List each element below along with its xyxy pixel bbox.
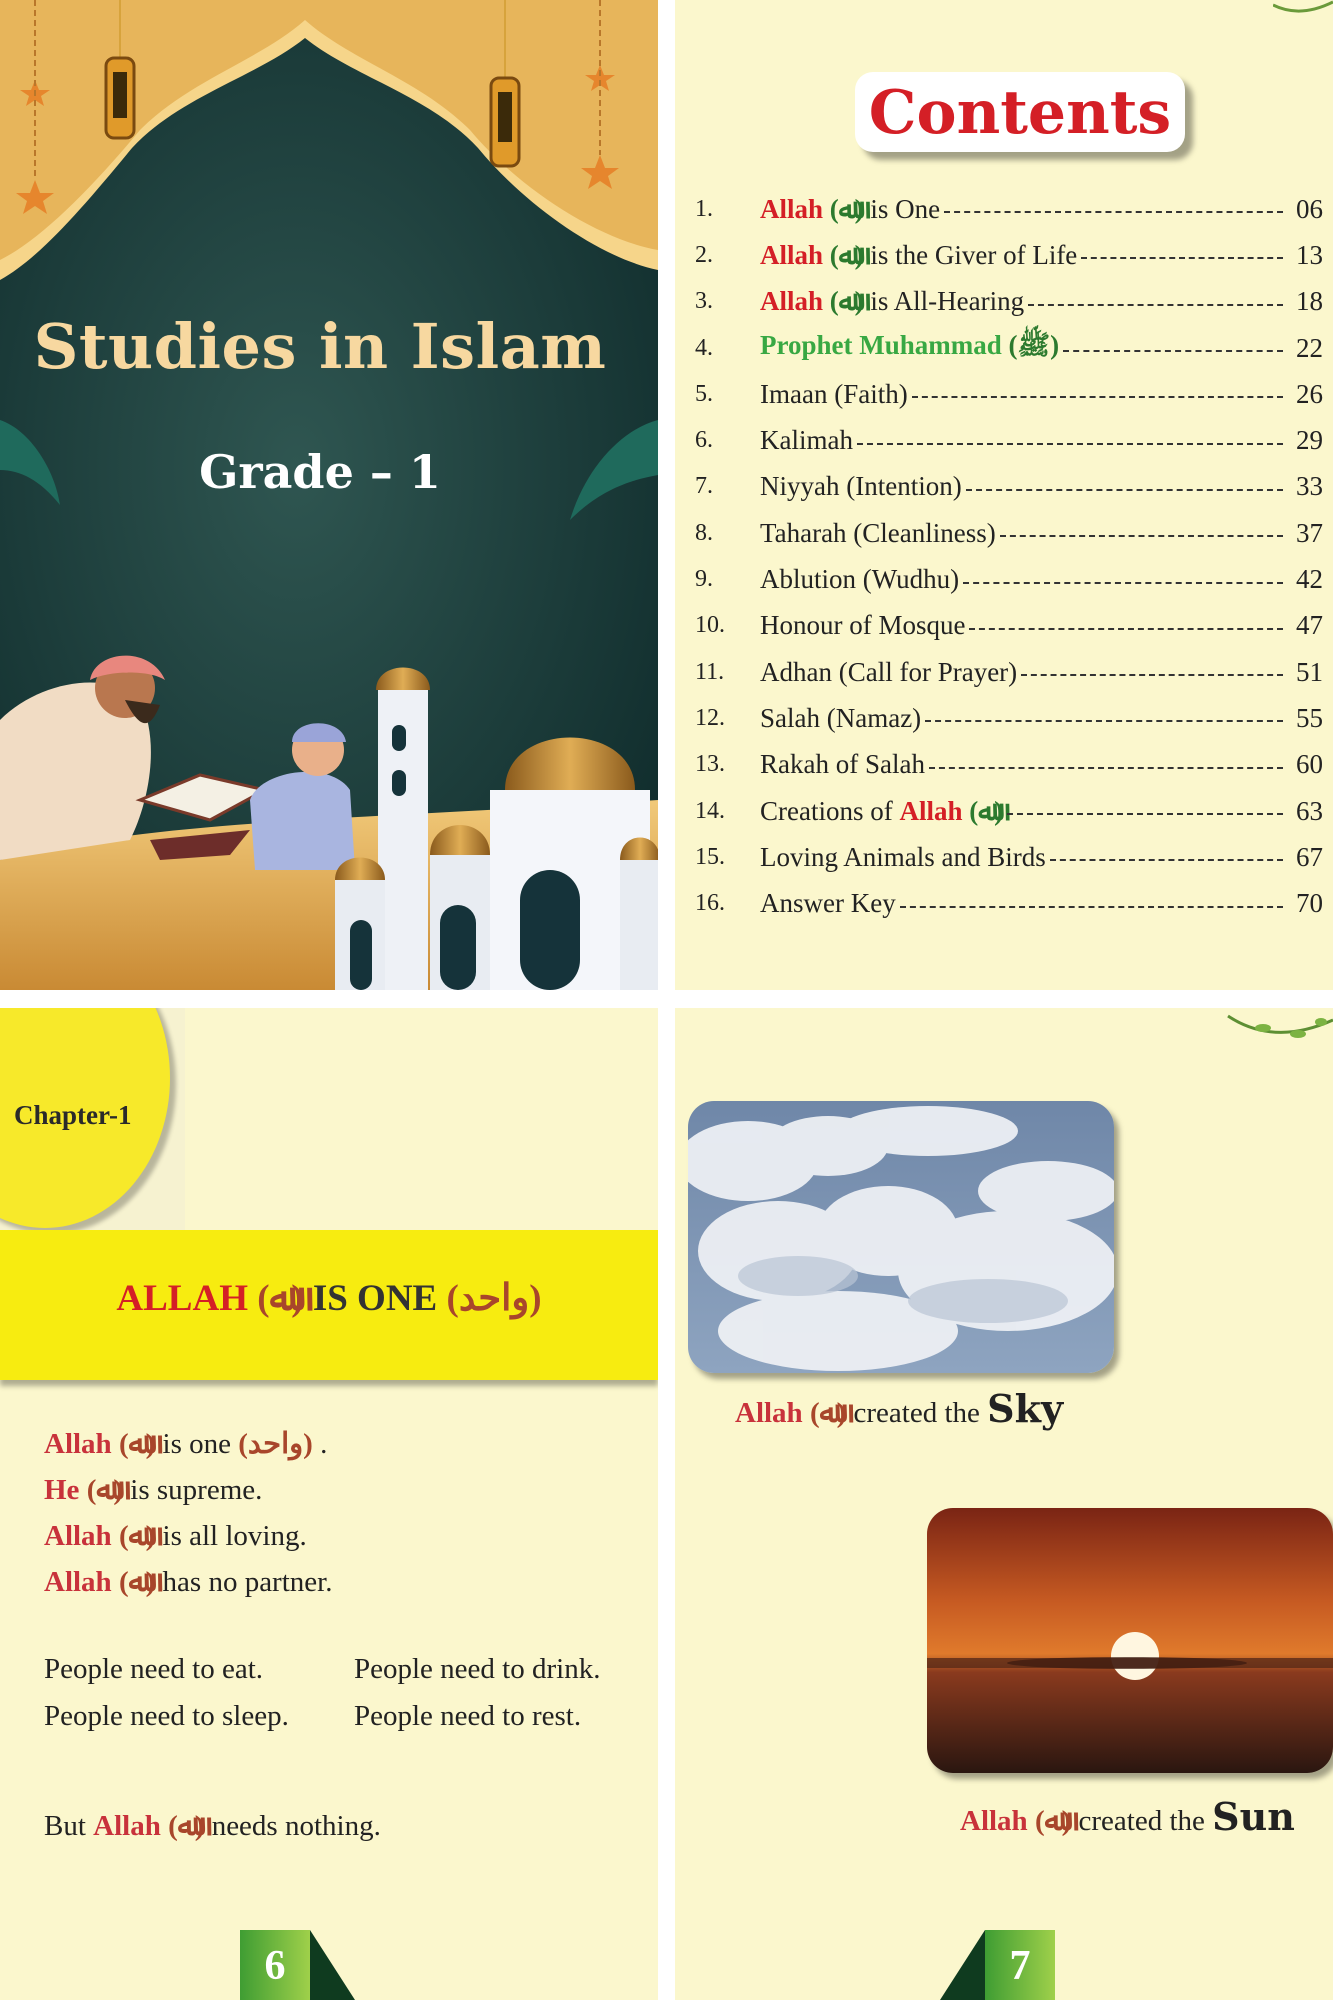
chapter-title-blessing: (ﷲ) xyxy=(257,1278,304,1319)
statement-blessing: (ﷲ) xyxy=(86,1474,124,1506)
toc-item-text: Honour of Mosque xyxy=(760,610,966,641)
toc-item-title xyxy=(760,471,962,502)
contents-heading: Contents xyxy=(868,78,1172,148)
toc-item xyxy=(695,371,1323,417)
toc-item-title xyxy=(760,796,1003,827)
toc-item-number: 3. xyxy=(695,288,713,315)
grade-label: Grade – 1 xyxy=(199,445,441,499)
page-number: 7 xyxy=(1009,1943,1031,1989)
page-number-tab xyxy=(240,1930,310,2000)
toc-item-text: Kalimah xyxy=(760,425,853,456)
table-of-contents xyxy=(695,186,1323,927)
toc-leader-dashes xyxy=(963,582,1283,584)
toc-item-highlight: Allah xyxy=(899,795,963,826)
toc-leader-dashes xyxy=(944,211,1283,213)
toc-leader-dashes xyxy=(1063,350,1283,352)
toc-leader-dashes xyxy=(1000,535,1283,537)
toc-item-text: Salah (Namaz) xyxy=(760,702,922,733)
page-number: 6 xyxy=(264,1943,286,1989)
toc-item-number: 5. xyxy=(695,380,713,407)
toc-item xyxy=(695,742,1323,788)
toc-item xyxy=(695,880,1323,926)
toc-item-page: 22 xyxy=(1296,332,1323,363)
statement-name: Allah xyxy=(44,1428,112,1460)
caption-name: Allah xyxy=(960,1805,1028,1837)
chapter-title-allah: ALLAH xyxy=(116,1278,248,1319)
toc-item-suffix: is the Giver of Life xyxy=(863,239,1078,270)
toc-item-title xyxy=(760,564,959,595)
needs-item: People need to sleep. xyxy=(44,1700,289,1732)
toc-item-text: Niyyah (Intention) xyxy=(760,471,962,502)
toc-item-highlight: Allah xyxy=(760,193,824,224)
toc-leader-dashes xyxy=(969,628,1283,630)
statement-blessing: (ﷲ) xyxy=(118,1428,156,1460)
vine-decoration-icon xyxy=(1223,1008,1333,1048)
toc-item-page: 55 xyxy=(1296,702,1323,733)
toc-item-text: Adhan (Call for Prayer) xyxy=(760,656,1018,687)
toc-item xyxy=(695,649,1323,695)
statement-text: is all loving. xyxy=(155,1520,307,1552)
toc-item xyxy=(695,510,1323,556)
chapter-title-text: IS ONE xyxy=(312,1278,447,1319)
toc-item-number: 9. xyxy=(695,566,713,593)
statement-blessing: (ﷲ) xyxy=(118,1520,156,1552)
toc-item-highlight: Allah xyxy=(760,239,824,270)
toc-item-page: 13 xyxy=(1296,239,1323,270)
statement-name: Allah xyxy=(44,1520,112,1552)
statement-arabic: (واحد) xyxy=(238,1428,313,1460)
toc-item-text: Taharah (Cleanliness) xyxy=(760,517,996,548)
vine-decoration-icon xyxy=(1273,0,1333,20)
toc-leader-dashes xyxy=(857,443,1283,445)
toc-item-title xyxy=(760,240,1077,271)
toc-item-text: Creations of xyxy=(760,795,900,826)
statement-line xyxy=(44,1467,332,1513)
toc-item-number: 4. xyxy=(695,334,713,361)
statement-blessing: (ﷲ) xyxy=(118,1566,156,1598)
toc-item-page: 29 xyxy=(1296,425,1323,456)
toc-item xyxy=(695,603,1323,649)
toc-leader-dashes xyxy=(929,767,1283,769)
needs-item: People need to rest. xyxy=(354,1700,582,1732)
needs-item: People need to eat. xyxy=(44,1653,264,1685)
toc-item xyxy=(695,464,1323,510)
conclusion-blessing: (ﷲ) xyxy=(168,1810,205,1842)
toc-leader-dashes xyxy=(912,396,1283,398)
statement-text: is supreme. xyxy=(123,1474,263,1506)
toc-item-suffix: is One xyxy=(863,193,941,224)
toc-item-page: 47 xyxy=(1296,610,1323,641)
toc-item-number: 12. xyxy=(695,704,725,731)
chapter-title-band xyxy=(0,1230,658,1380)
sky-caption xyxy=(735,1386,1063,1431)
caption-object: Sun xyxy=(1212,1794,1295,1839)
caption-object: Sky xyxy=(987,1386,1064,1431)
needs-item: People need to drink. xyxy=(354,1653,601,1685)
toc-leader-dashes xyxy=(1007,813,1283,815)
page-corner-fold-icon xyxy=(935,1930,985,2000)
sun-caption xyxy=(960,1794,1295,1839)
toc-leader-dashes xyxy=(900,906,1283,908)
statement-text: has no partner. xyxy=(155,1566,333,1598)
toc-item-number: 16. xyxy=(695,890,725,917)
toc-item-number: 15. xyxy=(695,843,725,870)
toc-item-title xyxy=(760,610,965,641)
conclusion-text: needs nothing. xyxy=(204,1810,381,1842)
toc-item-text: Loving Animals and Birds xyxy=(760,841,1046,872)
toc-item-title xyxy=(760,749,925,780)
toc-item-text: Ablution (Wudhu) xyxy=(760,564,960,595)
statement-name: Allah xyxy=(44,1566,112,1598)
toc-item-page: 26 xyxy=(1296,378,1323,409)
toc-item-number: 8. xyxy=(695,519,713,546)
toc-leader-dashes xyxy=(1028,304,1283,306)
toc-item-number: 7. xyxy=(695,473,713,500)
toc-item-title xyxy=(760,518,996,549)
statement-line xyxy=(44,1513,332,1559)
conclusion-name: Allah xyxy=(93,1810,161,1842)
toc-item xyxy=(695,788,1323,834)
needs-grid xyxy=(44,1646,654,1740)
toc-item-page: 63 xyxy=(1296,795,1323,826)
toc-item xyxy=(695,834,1323,880)
conclusion-pre: But xyxy=(44,1810,94,1842)
toc-item-title xyxy=(760,194,940,225)
toc-item-blessing: (ﷲ) xyxy=(969,795,1004,826)
toc-item-highlight: Prophet Muhammad xyxy=(760,330,1002,361)
conclusion-line xyxy=(44,1808,381,1843)
toc-item-number: 6. xyxy=(695,427,713,454)
toc-item-number: 13. xyxy=(695,751,725,778)
toc-item-blessing: (ﷲ) xyxy=(829,193,864,224)
toc-item-text: Rakah of Salah xyxy=(760,749,925,780)
toc-leader-dashes xyxy=(925,720,1283,722)
toc-item-number: 1. xyxy=(695,195,713,222)
statement-name: He xyxy=(44,1474,80,1506)
chapter-statements xyxy=(44,1421,332,1605)
toc-item-page: 37 xyxy=(1296,517,1323,548)
chapter-title xyxy=(0,1276,658,1320)
sky-photo xyxy=(688,1101,1114,1373)
toc-leader-dashes xyxy=(1021,674,1283,676)
caption-blessing: (ﷲ) xyxy=(1034,1805,1072,1837)
toc-item-page: 18 xyxy=(1296,286,1323,317)
toc-leader-dashes xyxy=(966,489,1283,491)
toc-item xyxy=(695,695,1323,741)
chapter-page xyxy=(0,1008,658,2000)
toc-item-title xyxy=(760,425,853,456)
caption-blessing: (ﷲ) xyxy=(809,1397,847,1429)
statement-line xyxy=(44,1421,332,1467)
toc-item-number: 14. xyxy=(695,797,725,824)
toc-item-text: Answer Key xyxy=(760,888,896,919)
toc-item-title xyxy=(760,842,1046,873)
creations-page xyxy=(675,1008,1333,2000)
toc-item-page: 67 xyxy=(1296,841,1323,872)
toc-item-number: 11. xyxy=(695,658,725,685)
caption-name: Allah xyxy=(735,1397,803,1429)
toc-item xyxy=(695,232,1323,278)
toc-item xyxy=(695,325,1323,371)
toc-item-blessing: (ﷲ) xyxy=(829,286,864,317)
toc-item xyxy=(695,417,1323,463)
toc-leader-dashes xyxy=(1081,257,1283,259)
contents-page xyxy=(675,0,1333,990)
toc-item-title xyxy=(760,379,908,410)
toc-item-page: 60 xyxy=(1296,749,1323,780)
toc-item-page: 06 xyxy=(1296,193,1323,224)
toc-item-number: 10. xyxy=(695,612,725,639)
toc-item-blessing: (ﷺ) xyxy=(1008,330,1060,361)
page-corner-fold-icon xyxy=(310,1930,360,2000)
toc-item-title xyxy=(760,328,1059,368)
caption-text: created the xyxy=(846,1397,988,1429)
statement-text: is one xyxy=(155,1428,239,1460)
toc-item-text: Imaan (Faith) xyxy=(760,378,908,409)
toc-item-suffix: is All-Hearing xyxy=(863,286,1025,317)
toc-item xyxy=(695,556,1323,602)
toc-item-page: 33 xyxy=(1296,471,1323,502)
toc-item-title xyxy=(760,657,1017,688)
toc-item-highlight: Allah xyxy=(760,286,824,317)
toc-item-title xyxy=(760,286,1024,317)
caption-text: created the xyxy=(1071,1805,1213,1837)
statement-end: . xyxy=(312,1428,328,1460)
toc-leader-dashes xyxy=(1050,859,1283,861)
toc-item-page: 70 xyxy=(1296,888,1323,919)
page-number-tab xyxy=(985,1930,1055,2000)
statement-line xyxy=(44,1559,332,1605)
toc-item xyxy=(695,279,1323,325)
toc-item-title xyxy=(760,703,921,734)
chapter-label: Chapter-1 xyxy=(14,1100,132,1130)
toc-item xyxy=(695,186,1323,232)
toc-item-page: 42 xyxy=(1296,564,1323,595)
sun-photo xyxy=(927,1508,1333,1773)
book-cover xyxy=(0,0,658,990)
toc-item-blessing: (ﷲ) xyxy=(829,239,864,270)
chapter-title-arabic: (واحد) xyxy=(446,1278,542,1319)
toc-item-title xyxy=(760,888,896,919)
toc-item-number: 2. xyxy=(695,241,713,268)
book-title: Studies in Islam xyxy=(33,310,607,383)
toc-item-page: 51 xyxy=(1296,656,1323,687)
contents-heading-box xyxy=(855,72,1185,152)
